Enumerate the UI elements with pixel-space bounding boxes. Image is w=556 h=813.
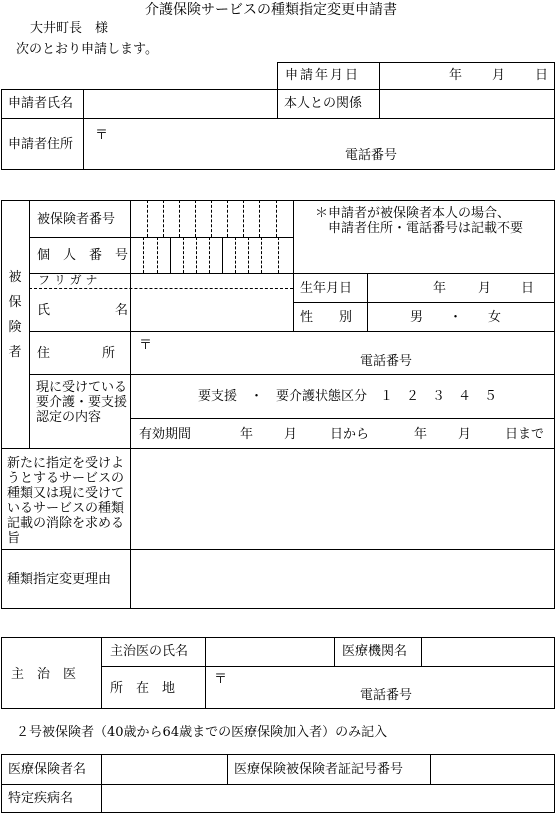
form-title: 介護保険サービスの種類指定変更申請書 [145, 2, 397, 18]
valid-to-year: 年 [414, 427, 428, 442]
physician-name-label: 主治医の氏名 [110, 644, 189, 659]
applicant-name-field[interactable] [84, 90, 276, 118]
services-request-field[interactable] [131, 449, 554, 548]
application-date-year: 年 [449, 68, 463, 83]
relation-label: 本人との関係 [284, 96, 363, 111]
insured-phone-label: 電話番号 [360, 354, 413, 369]
sex-label: 性 別 [300, 310, 353, 325]
medical-insurer-field[interactable] [102, 755, 226, 783]
insurance-card-number-field[interactable] [431, 755, 554, 783]
insured-side-label: 被 保 険 者 [8, 270, 22, 360]
applicant-address-label: 申請者住所 [8, 137, 74, 152]
application-date-field[interactable] [380, 63, 554, 89]
physician-postal-mark: 〒 [214, 672, 228, 687]
applicant-address-field[interactable] [84, 119, 554, 169]
intro-text: 次のとおり申請します。 [16, 42, 158, 57]
insured-note-line2: 申請者住所・電話番号は記載不要 [328, 221, 524, 236]
insured-postal-mark: 〒 [139, 338, 153, 353]
birth-month: 月 [478, 281, 492, 296]
valid-from-day: 日から [330, 427, 370, 442]
medical-institution-label: 医療機関名 [342, 644, 408, 659]
relation-field[interactable] [380, 90, 554, 118]
furigana-label: フ リ ガ ナ [38, 273, 98, 287]
valid-to-day: 日まで [505, 427, 545, 442]
medical-insurer-label: 医療保険者名 [8, 762, 87, 777]
care-level-label: 現に受けている要介護・要支援認定の内容 [36, 380, 128, 425]
valid-period-label: 有効期間 [139, 427, 192, 442]
valid-from-month: 月 [284, 427, 298, 442]
change-reason-label: 種類指定変更理由 [7, 572, 112, 587]
sex-options[interactable]: 男 ・ 女 [410, 310, 502, 325]
insured-number-label: 被保険者番号 [37, 212, 116, 227]
birth-date-label: 生年月日 [300, 281, 353, 296]
applicant-phone-label: 電話番号 [345, 148, 398, 163]
valid-to-month: 月 [458, 427, 472, 442]
physician-side-label: 主 治 医 [11, 667, 77, 682]
application-date-day: 日 [535, 68, 549, 83]
addressee: 大井町長 様 [30, 21, 109, 36]
insured-name-field[interactable] [131, 289, 292, 331]
application-date-label: 申請年月日 [285, 68, 361, 83]
insured-address-label: 住 所 [37, 346, 116, 361]
personal-number-label: 個 人 番 号 [37, 248, 129, 263]
physician-address-label: 所 在 地 [110, 681, 176, 696]
furigana-field[interactable] [131, 274, 292, 288]
birth-year: 年 [433, 281, 447, 296]
valid-from-year: 年 [240, 427, 254, 442]
medical-institution-field[interactable] [422, 638, 554, 665]
insured-name-label: 氏 名 [37, 303, 129, 318]
services-request-label: 新たに指定を受けようとするサービスの種類又は現に受けているサービスの種類記載の消除を求める旨 [7, 456, 125, 546]
application-date-month: 月 [492, 68, 506, 83]
physician-phone-label: 電話番号 [360, 688, 413, 703]
care-level-options[interactable]: 要支援 ・ 要介護状態区分 １ ２ ３ ４ ５ [198, 389, 498, 404]
change-reason-field[interactable] [131, 550, 554, 608]
applicant-postal-mark: 〒 [95, 128, 109, 143]
insured-note-line1: ＊申請者が被保険者本人の場合、 [315, 206, 511, 221]
insurance-card-number-label: 医療保険被保険者証記号番号 [234, 762, 404, 777]
type2-heading: ２号被保険者（40歳から64歳までの医療保険加入者）のみ記入 [16, 725, 388, 740]
specific-disease-field[interactable] [102, 785, 554, 812]
birth-day: 日 [521, 281, 535, 296]
applicant-name-label: 申請者氏名 [8, 96, 74, 111]
specific-disease-label: 特定疾病名 [8, 791, 74, 806]
personal-number-field[interactable] [131, 238, 292, 272]
physician-name-field[interactable] [206, 638, 333, 665]
insured-address-field[interactable] [131, 332, 554, 373]
